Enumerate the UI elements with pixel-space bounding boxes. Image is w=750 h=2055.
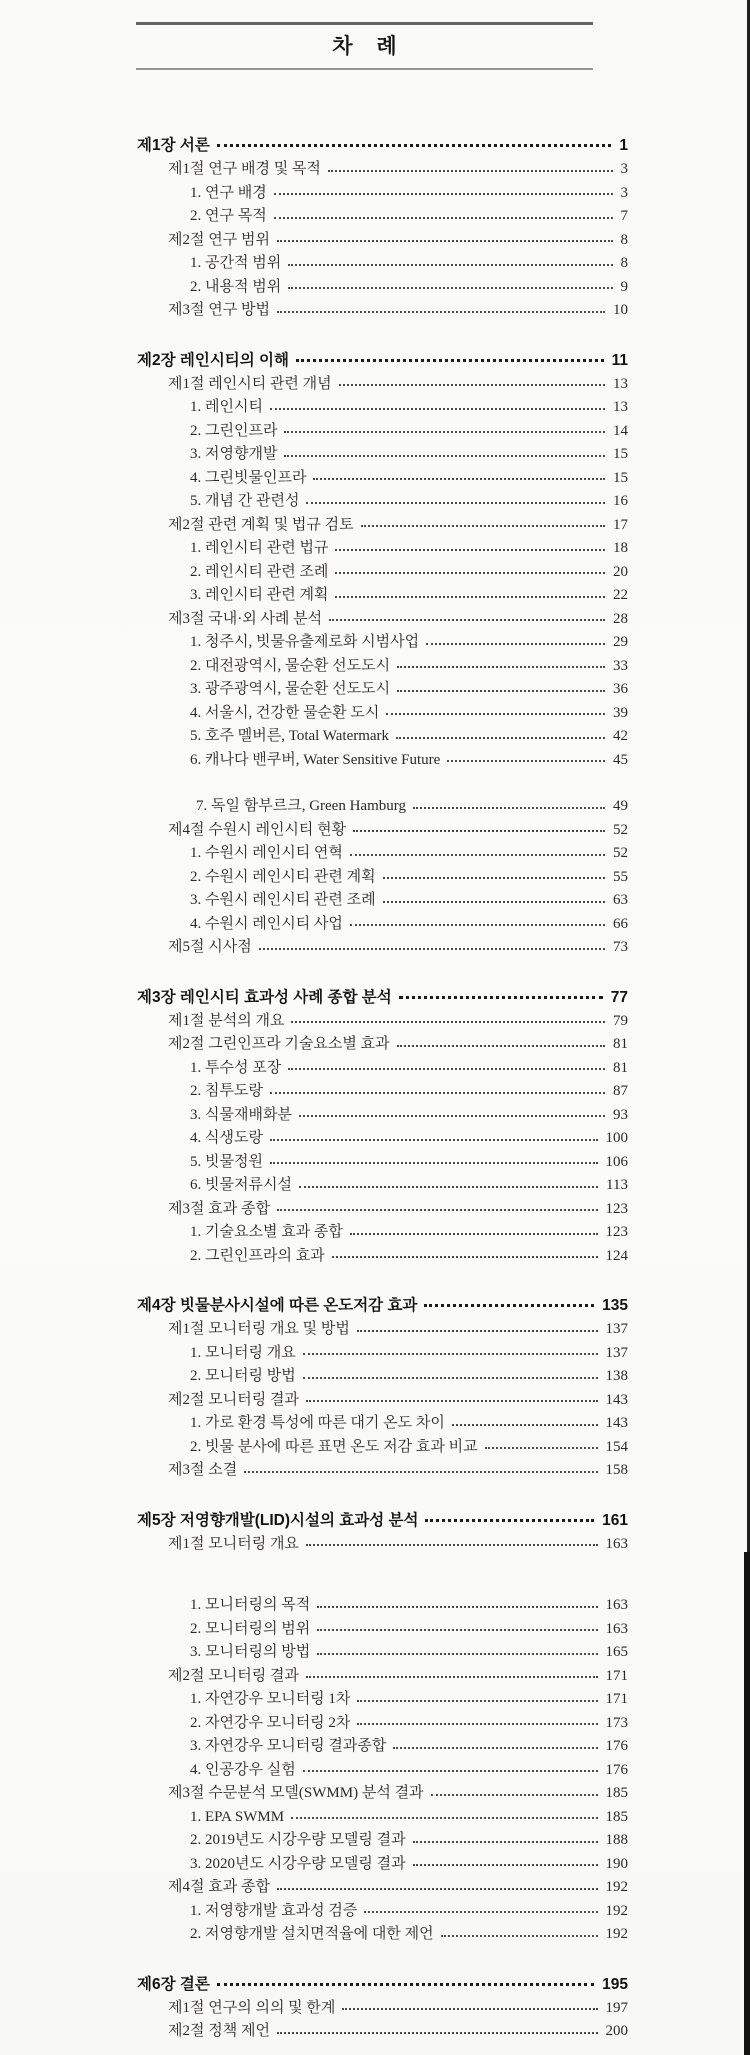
toc-entry — [137, 1242, 628, 1266]
toc-entry — [137, 2017, 628, 2041]
toc-page-number: 192 — [605, 1902, 628, 1919]
toc-entry-label: 제1장 서론 — [137, 137, 210, 155]
toc-page-number: 165 — [605, 1644, 628, 1661]
page-header — [136, 22, 593, 70]
toc-entry-label: 3. 레인시티 관련 계획 — [190, 587, 329, 604]
toc-entry-label: 제3절 효과 종합 — [168, 1200, 270, 1217]
toc-page-number: 1 — [619, 137, 628, 155]
toc-entry-label: 제4절 효과 종합 — [168, 1879, 270, 1896]
toc-entry — [137, 1756, 628, 1780]
toc-dot-leader — [217, 144, 612, 147]
toc-page-number: 123 — [605, 1224, 628, 1241]
toc-page-number: 52 — [613, 845, 628, 862]
toc-entry — [137, 534, 628, 558]
toc-page-number: 106 — [605, 1153, 628, 1170]
toc-dot-leader — [335, 572, 605, 574]
toc-dot-leader — [397, 666, 605, 668]
toc-dot-leader — [317, 1653, 597, 1655]
toc-page-number: 66 — [613, 915, 628, 932]
toc-entry — [137, 1779, 628, 1803]
toc-page-number: 143 — [605, 1415, 628, 1432]
toc-page-number: 15 — [613, 446, 628, 463]
toc-entry-label: 1. 투수성 포장 — [190, 1059, 282, 1076]
toc-entry — [137, 1873, 628, 1897]
toc-page-number: 163 — [605, 1620, 628, 1637]
toc-page-number: 36 — [613, 681, 628, 698]
toc-entry-label: 제1절 연구의 의의 및 한계 — [168, 1999, 336, 2016]
toc-entry-label: 7. 독일 함부르크, Green Hamburg — [196, 798, 406, 815]
toc-entry-label: 제2절 그린인프라 기술요소별 효과 — [168, 1036, 390, 1053]
toc-entry — [137, 1409, 628, 1433]
toc-entry-label: 제4절 수원시 레인시티 현황 — [168, 821, 347, 838]
toc-entry — [137, 886, 628, 910]
toc-entry — [137, 605, 628, 629]
toc-dot-leader — [397, 1045, 605, 1047]
toc-entry-label: 제4장 빗물분사시설에 따른 온도저감 효과 — [137, 1297, 418, 1315]
toc-entry — [137, 1591, 628, 1615]
toc-entry — [137, 1218, 628, 1242]
toc-page-number: 200 — [605, 2023, 628, 2040]
toc-dot-leader — [299, 1115, 605, 1117]
toc-entry-label: 2. 레인시티 관련 조례 — [190, 563, 329, 580]
toc-dot-leader — [317, 1629, 597, 1631]
toc-entry-label: 2. 자연강우 모니터링 2차 — [190, 1714, 351, 1731]
toc-page-number: 192 — [605, 1926, 628, 1943]
toc-entry — [137, 558, 628, 582]
toc-entry-label: 제3절 연구 방법 — [168, 302, 270, 319]
toc-page-number: 16 — [613, 493, 628, 510]
toc-entry — [137, 273, 628, 297]
toc-entry-label: 제1절 레인시티 관련 개념 — [168, 375, 332, 392]
toc-entry — [137, 1339, 628, 1363]
toc-entry — [137, 126, 628, 155]
toc-dot-leader — [306, 1400, 598, 1402]
toc-entry-label: 4. 인공강우 실험 — [190, 1761, 296, 1778]
toc-entry-label: 제1절 연구 배경 및 목적 — [168, 161, 321, 178]
toc-entry — [137, 1195, 628, 1219]
toc-page-number: 143 — [605, 1391, 628, 1408]
toc-dot-leader — [277, 1209, 598, 1211]
toc-entry — [137, 1638, 628, 1662]
toc-dot-leader — [259, 948, 605, 950]
toc-entry — [137, 249, 628, 273]
toc-entry — [137, 1171, 628, 1195]
toc-dot-leader — [350, 924, 605, 926]
toc-page-number: 17 — [613, 516, 628, 533]
toc-entry — [137, 792, 628, 816]
toc-entry-label: 1. EPA SWMM — [190, 1808, 285, 1825]
toc-page-number: 192 — [605, 1879, 628, 1896]
toc-page-number: 49 — [613, 798, 628, 815]
toc-entry — [137, 1685, 628, 1709]
toc-entry — [137, 581, 628, 605]
toc-page-number: 11 — [611, 351, 628, 369]
toc-page-number: 176 — [605, 1761, 628, 1778]
toc-entry-label: 2. 침투도랑 — [190, 1083, 263, 1100]
toc-dot-leader — [357, 1330, 598, 1332]
toc-dot-leader — [350, 854, 605, 856]
toc-entry-label: 제2절 연구 범위 — [168, 231, 270, 248]
toc-entry — [137, 341, 628, 370]
toc-dot-leader — [328, 170, 613, 172]
toc-entry-label: 제2절 정책 제언 — [168, 2023, 270, 2040]
toc-page-number: 137 — [605, 1321, 628, 1338]
toc-entry-label: 제3절 수문분석 모델(SWMM) 분석 결과 — [168, 1785, 424, 1802]
toc-entry — [137, 370, 628, 394]
toc-dot-leader — [361, 525, 605, 527]
toc-entry — [137, 652, 628, 676]
toc-entry — [137, 1803, 628, 1827]
toc-entry-label: 4. 식생도랑 — [190, 1130, 263, 1147]
toc-page-number: 3 — [620, 161, 628, 178]
toc-entry — [137, 839, 628, 863]
toc-entry-label: 4. 수원시 레인시티 사업 — [190, 915, 343, 932]
toc-entry-label: 1. 공간적 범위 — [190, 255, 282, 272]
toc-page-number: 14 — [613, 422, 628, 439]
toc-page-number: 3 — [620, 184, 628, 201]
toc-page-number: 8 — [620, 255, 628, 272]
toc-entry-label: 3. 저영향개발 — [190, 446, 278, 463]
toc-entry — [137, 1030, 628, 1054]
toc-entry-label: 제5절 시사점 — [168, 939, 252, 956]
toc-dot-leader — [413, 1841, 598, 1843]
toc-entry-label: 1. 자연강우 모니터링 1차 — [190, 1691, 351, 1708]
toc-entry-label: 3. 광주광역시, 물순환 선도도시 — [190, 681, 391, 698]
toc-entry — [137, 487, 628, 511]
toc-entry — [137, 1530, 628, 1554]
toc-entry — [137, 863, 628, 887]
toc-page-number: 188 — [605, 1832, 628, 1849]
toc-dot-leader — [303, 1377, 598, 1379]
toc-entry — [137, 1433, 628, 1457]
toc-entry — [137, 1054, 628, 1078]
toc-entry-label: 제3절 소결 — [168, 1462, 238, 1479]
toc-entry — [137, 1148, 628, 1172]
toc-entry-label: 3. 2020년도 시강우량 모델링 결과 — [190, 1855, 406, 1872]
toc-page-number: 73 — [613, 939, 628, 956]
toc-dot-leader — [386, 713, 605, 715]
toc-dot-leader — [329, 619, 605, 621]
toc-entry — [137, 1386, 628, 1410]
toc-entry-label: 3. 자연강우 모니터링 결과종합 — [190, 1738, 387, 1755]
toc-entry-label: 1. 레인시티 관련 법규 — [190, 540, 329, 557]
toc-dot-leader — [383, 877, 605, 879]
toc-page-number: 79 — [613, 1012, 628, 1029]
toc-page-number: 171 — [605, 1691, 628, 1708]
toc-dot-leader — [426, 643, 605, 645]
toc-entry-label: 6. 빗물저류시설 — [190, 1177, 292, 1194]
toc-entry-label: 1. 수원시 레인시티 연혁 — [190, 845, 343, 862]
toc-entry-label: 제6장 결론 — [137, 1975, 210, 1993]
toc-entry — [137, 1897, 628, 1921]
toc-dot-leader — [277, 2032, 598, 2034]
toc-entry — [137, 464, 628, 488]
toc-entry-label: 제1절 모니터링 개요 — [168, 1535, 299, 1552]
toc-entry — [137, 1501, 628, 1530]
toc-entry-label: 5. 호주 멜버른, Total Watermark — [190, 728, 390, 745]
toc-entry — [137, 1826, 628, 1850]
toc-entry-label: 2. 2019년도 시강우량 모델링 결과 — [190, 1832, 406, 1849]
toc-list — [137, 126, 628, 2041]
toc-entry — [137, 1732, 628, 1756]
toc-page-number: 158 — [605, 1462, 628, 1479]
toc-entry — [137, 1124, 628, 1148]
toc-page-number: 39 — [613, 704, 628, 721]
toc-dot-leader — [332, 1256, 598, 1258]
toc-dot-leader — [288, 264, 612, 266]
toc-entry-label: 제3절 국내·외 사례 분석 — [168, 610, 323, 627]
toc-entry-label: 1. 청주시, 빗물유출제로화 시범사업 — [190, 634, 420, 651]
toc-entry — [137, 1920, 628, 1944]
toc-dot-leader — [270, 1162, 598, 1164]
toc-page-number: 29 — [613, 634, 628, 651]
toc-entry-label: 제2절 모니터링 결과 — [168, 1391, 299, 1408]
toc-entry — [137, 1286, 628, 1315]
toc-page-number: 77 — [610, 988, 628, 1006]
toc-dot-leader — [288, 1068, 605, 1070]
toc-dot-leader — [303, 1353, 598, 1355]
toc-page-number: 8 — [620, 231, 628, 248]
toc-page-number: 173 — [605, 1714, 628, 1731]
toc-dot-leader — [270, 1092, 605, 1094]
toc-entry-label: 제1절 분석의 개요 — [168, 1012, 285, 1029]
toc-dot-leader — [342, 2008, 597, 2010]
toc-dot-leader — [306, 502, 605, 504]
toc-page-number: 190 — [605, 1855, 628, 1872]
toc-page-number: 197 — [605, 1999, 628, 2016]
toc-entry — [137, 1315, 628, 1339]
toc-entry — [137, 816, 628, 840]
toc-page-number: 81 — [613, 1059, 628, 1076]
toc-page-number: 176 — [605, 1738, 628, 1755]
toc-entry — [137, 628, 628, 652]
toc-entry-label: 2. 그린인프라의 효과 — [190, 1247, 325, 1264]
toc-page-number: 171 — [605, 1667, 628, 1684]
toc-entry — [137, 746, 628, 770]
toc-dot-leader — [364, 1911, 597, 1913]
toc-entry — [137, 155, 628, 179]
toc-entry — [137, 910, 628, 934]
toc-dot-leader — [424, 1304, 594, 1307]
toc-dot-leader — [357, 1700, 597, 1702]
toc-dot-leader — [425, 1519, 594, 1522]
toc-entry-label: 3. 식물재배화분 — [190, 1106, 292, 1123]
toc-entry-label: 제5장 저영향개발(LID)시설의 효과성 분석 — [137, 1511, 419, 1529]
toc-entry-label: 1. 모니터링 개요 — [190, 1344, 296, 1361]
toc-dot-leader — [413, 807, 605, 809]
toc-entry-label: 제2장 레인시티의 이해 — [137, 351, 289, 369]
toc-dot-leader — [270, 408, 605, 410]
toc-entry — [137, 1994, 628, 2018]
toc-entry — [137, 978, 628, 1007]
toc-dot-leader — [339, 384, 605, 386]
toc-page-number: 163 — [605, 1535, 628, 1552]
toc-entry-label: 제3장 레인시티 효과성 사례 종합 분석 — [137, 988, 392, 1006]
toc-dot-leader — [335, 549, 605, 551]
toc-page-number: 123 — [605, 1200, 628, 1217]
toc-dot-leader — [485, 1447, 598, 1449]
scan-edge-line-bottom — [744, 1552, 750, 2055]
toc-dot-leader — [441, 1935, 598, 1937]
toc-entry — [137, 1709, 628, 1733]
toc-dot-leader — [447, 760, 605, 762]
toc-dot-leader — [244, 1471, 597, 1473]
toc-entry-label: 2. 대전광역시, 물순환 선도도시 — [190, 657, 391, 674]
toc-entry — [137, 1362, 628, 1386]
toc-page-number: 113 — [606, 1177, 628, 1194]
toc-dot-leader — [313, 478, 605, 480]
toc-page-number: 138 — [605, 1368, 628, 1385]
toc-entry-label: 2. 수원시 레인시티 관련 계획 — [190, 868, 376, 885]
toc-page-number: 13 — [613, 375, 628, 392]
toc-dot-leader — [284, 455, 605, 457]
toc-entry-label: 2. 빗물 분사에 따른 표면 온도 저감 효과 비교 — [190, 1438, 478, 1455]
toc-entry — [137, 1850, 628, 1874]
toc-entry-label: 5. 빗물정원 — [190, 1153, 263, 1170]
toc-dot-leader — [217, 1983, 594, 1986]
toc-entry-label: 2. 연구 목적 — [190, 208, 267, 225]
toc-entry — [137, 675, 628, 699]
toc-page-number: 45 — [613, 751, 628, 768]
toc-page-number: 10 — [613, 302, 628, 319]
toc-entry — [137, 933, 628, 957]
toc-page-number: 161 — [602, 1511, 628, 1529]
toc-page-number: 33 — [613, 657, 628, 674]
toc-dot-leader — [277, 1888, 598, 1890]
toc-dot-leader — [335, 596, 605, 598]
toc-entry-label: 제2절 모니터링 결과 — [168, 1667, 299, 1684]
toc-page-number: 63 — [613, 892, 628, 909]
toc-entry-label: 2. 모니터링의 범위 — [190, 1620, 311, 1637]
toc-entry — [137, 393, 628, 417]
toc-dot-leader — [274, 193, 613, 195]
toc-dot-leader — [396, 737, 605, 739]
toc-dot-leader — [350, 1233, 598, 1235]
toc-page-number: 87 — [613, 1083, 628, 1100]
toc-entry-label: 3. 모니터링의 방법 — [190, 1644, 311, 1661]
toc-page-number: 15 — [613, 469, 628, 486]
toc-dot-leader — [274, 217, 613, 219]
toc-entry-label: 6. 캐나다 밴쿠버, Water Sensitive Future — [190, 751, 441, 768]
toc-page-number: 154 — [605, 1438, 628, 1455]
page-title: 차 례 — [332, 35, 406, 58]
toc-dot-leader — [353, 830, 605, 832]
toc-entry-label: 2. 그린인프라 — [190, 422, 278, 439]
toc-dot-leader — [413, 1864, 598, 1866]
toc-page-number: 185 — [605, 1808, 628, 1825]
toc-page-number: 9 — [620, 278, 628, 295]
toc-entry — [137, 1077, 628, 1101]
toc-entry-label: 2. 저영향개발 설치면적율에 대한 제언 — [190, 1926, 434, 1943]
toc-entry — [137, 1615, 628, 1639]
toc-entry-label: 1. 기술요소별 효과 종합 — [190, 1224, 343, 1241]
toc-entry — [137, 1101, 628, 1125]
toc-dot-leader — [306, 1676, 598, 1678]
toc-dot-leader — [299, 1186, 598, 1188]
toc-dot-leader — [277, 311, 605, 313]
toc-entry — [137, 1662, 628, 1686]
toc-page-number: 20 — [613, 563, 628, 580]
toc-entry-label: 1. 모니터링의 목적 — [190, 1597, 311, 1614]
toc-entry-label: 4. 서울시, 건강한 물순환 도시 — [190, 704, 380, 721]
toc-page-number: 18 — [613, 540, 628, 557]
toc-entry — [137, 202, 628, 226]
toc-dot-leader — [393, 1747, 597, 1749]
toc-dot-leader — [288, 287, 612, 289]
toc-page-number: 52 — [613, 821, 628, 838]
toc-dot-leader — [306, 1544, 598, 1546]
toc-entry-label: 제2절 관련 계획 및 법규 검토 — [168, 516, 354, 533]
toc-entry — [137, 296, 628, 320]
toc-entry-label: 5. 개념 간 관련성 — [190, 493, 300, 510]
toc-entry-label: 1. 가로 환경 특성에 따른 대기 온도 차이 — [190, 1415, 445, 1432]
toc-entry-label: 3. 수원시 레인시티 관련 조례 — [190, 892, 376, 909]
toc-page-number: 42 — [613, 728, 628, 745]
toc-dot-leader — [277, 240, 613, 242]
toc-page-number: 100 — [605, 1130, 628, 1147]
toc-dot-leader — [397, 690, 605, 692]
toc-dot-leader — [357, 1723, 597, 1725]
toc-page-number: 13 — [613, 399, 628, 416]
toc-page-number: 28 — [613, 610, 628, 627]
toc-entry — [137, 511, 628, 535]
toc-entry-label: 1. 연구 배경 — [190, 184, 267, 201]
toc-entry — [137, 440, 628, 464]
toc-dot-leader — [399, 996, 603, 999]
toc-dot-leader — [452, 1424, 598, 1426]
toc-entry — [137, 722, 628, 746]
toc-dot-leader — [291, 1817, 597, 1819]
toc-entry-label: 1. 저영향개발 효과성 검증 — [190, 1902, 358, 1919]
toc-page-number: 55 — [613, 868, 628, 885]
toc-entry-label: 제1절 모니터링 개요 및 방법 — [168, 1321, 350, 1338]
toc-dot-leader — [317, 1606, 597, 1608]
toc-dot-leader — [284, 431, 605, 433]
toc-page-number: 185 — [605, 1785, 628, 1802]
toc-entry-label: 2. 내용적 범위 — [190, 278, 282, 295]
toc-entry — [137, 699, 628, 723]
toc-entry — [137, 1007, 628, 1031]
toc-page-number: 81 — [613, 1036, 628, 1053]
toc-page-number: 163 — [605, 1597, 628, 1614]
toc-entry — [137, 226, 628, 250]
toc-page-number: 22 — [613, 587, 628, 604]
toc-entry-label: 4. 그린빗물인프라 — [190, 469, 307, 486]
toc-page-number: 135 — [602, 1297, 628, 1315]
toc-entry — [137, 179, 628, 203]
toc-page-number: 93 — [613, 1106, 628, 1123]
toc-entry — [137, 1965, 628, 1994]
toc-page-number: 7 — [620, 208, 628, 225]
toc-dot-leader — [431, 1794, 598, 1796]
toc-entry-label: 1. 레인시티 — [190, 399, 263, 416]
toc-entry-label: 2. 모니터링 방법 — [190, 1368, 296, 1385]
toc-dot-leader — [303, 1770, 598, 1772]
toc-entry — [137, 1456, 628, 1480]
toc-dot-leader — [270, 1139, 598, 1141]
toc-dot-leader — [291, 1021, 605, 1023]
toc-dot-leader — [383, 901, 605, 903]
toc-dot-leader — [296, 359, 604, 362]
toc-entry — [137, 417, 628, 441]
toc-page-number: 195 — [602, 1975, 628, 1993]
toc-page-number: 137 — [605, 1344, 628, 1361]
toc-page-number: 124 — [605, 1247, 628, 1264]
